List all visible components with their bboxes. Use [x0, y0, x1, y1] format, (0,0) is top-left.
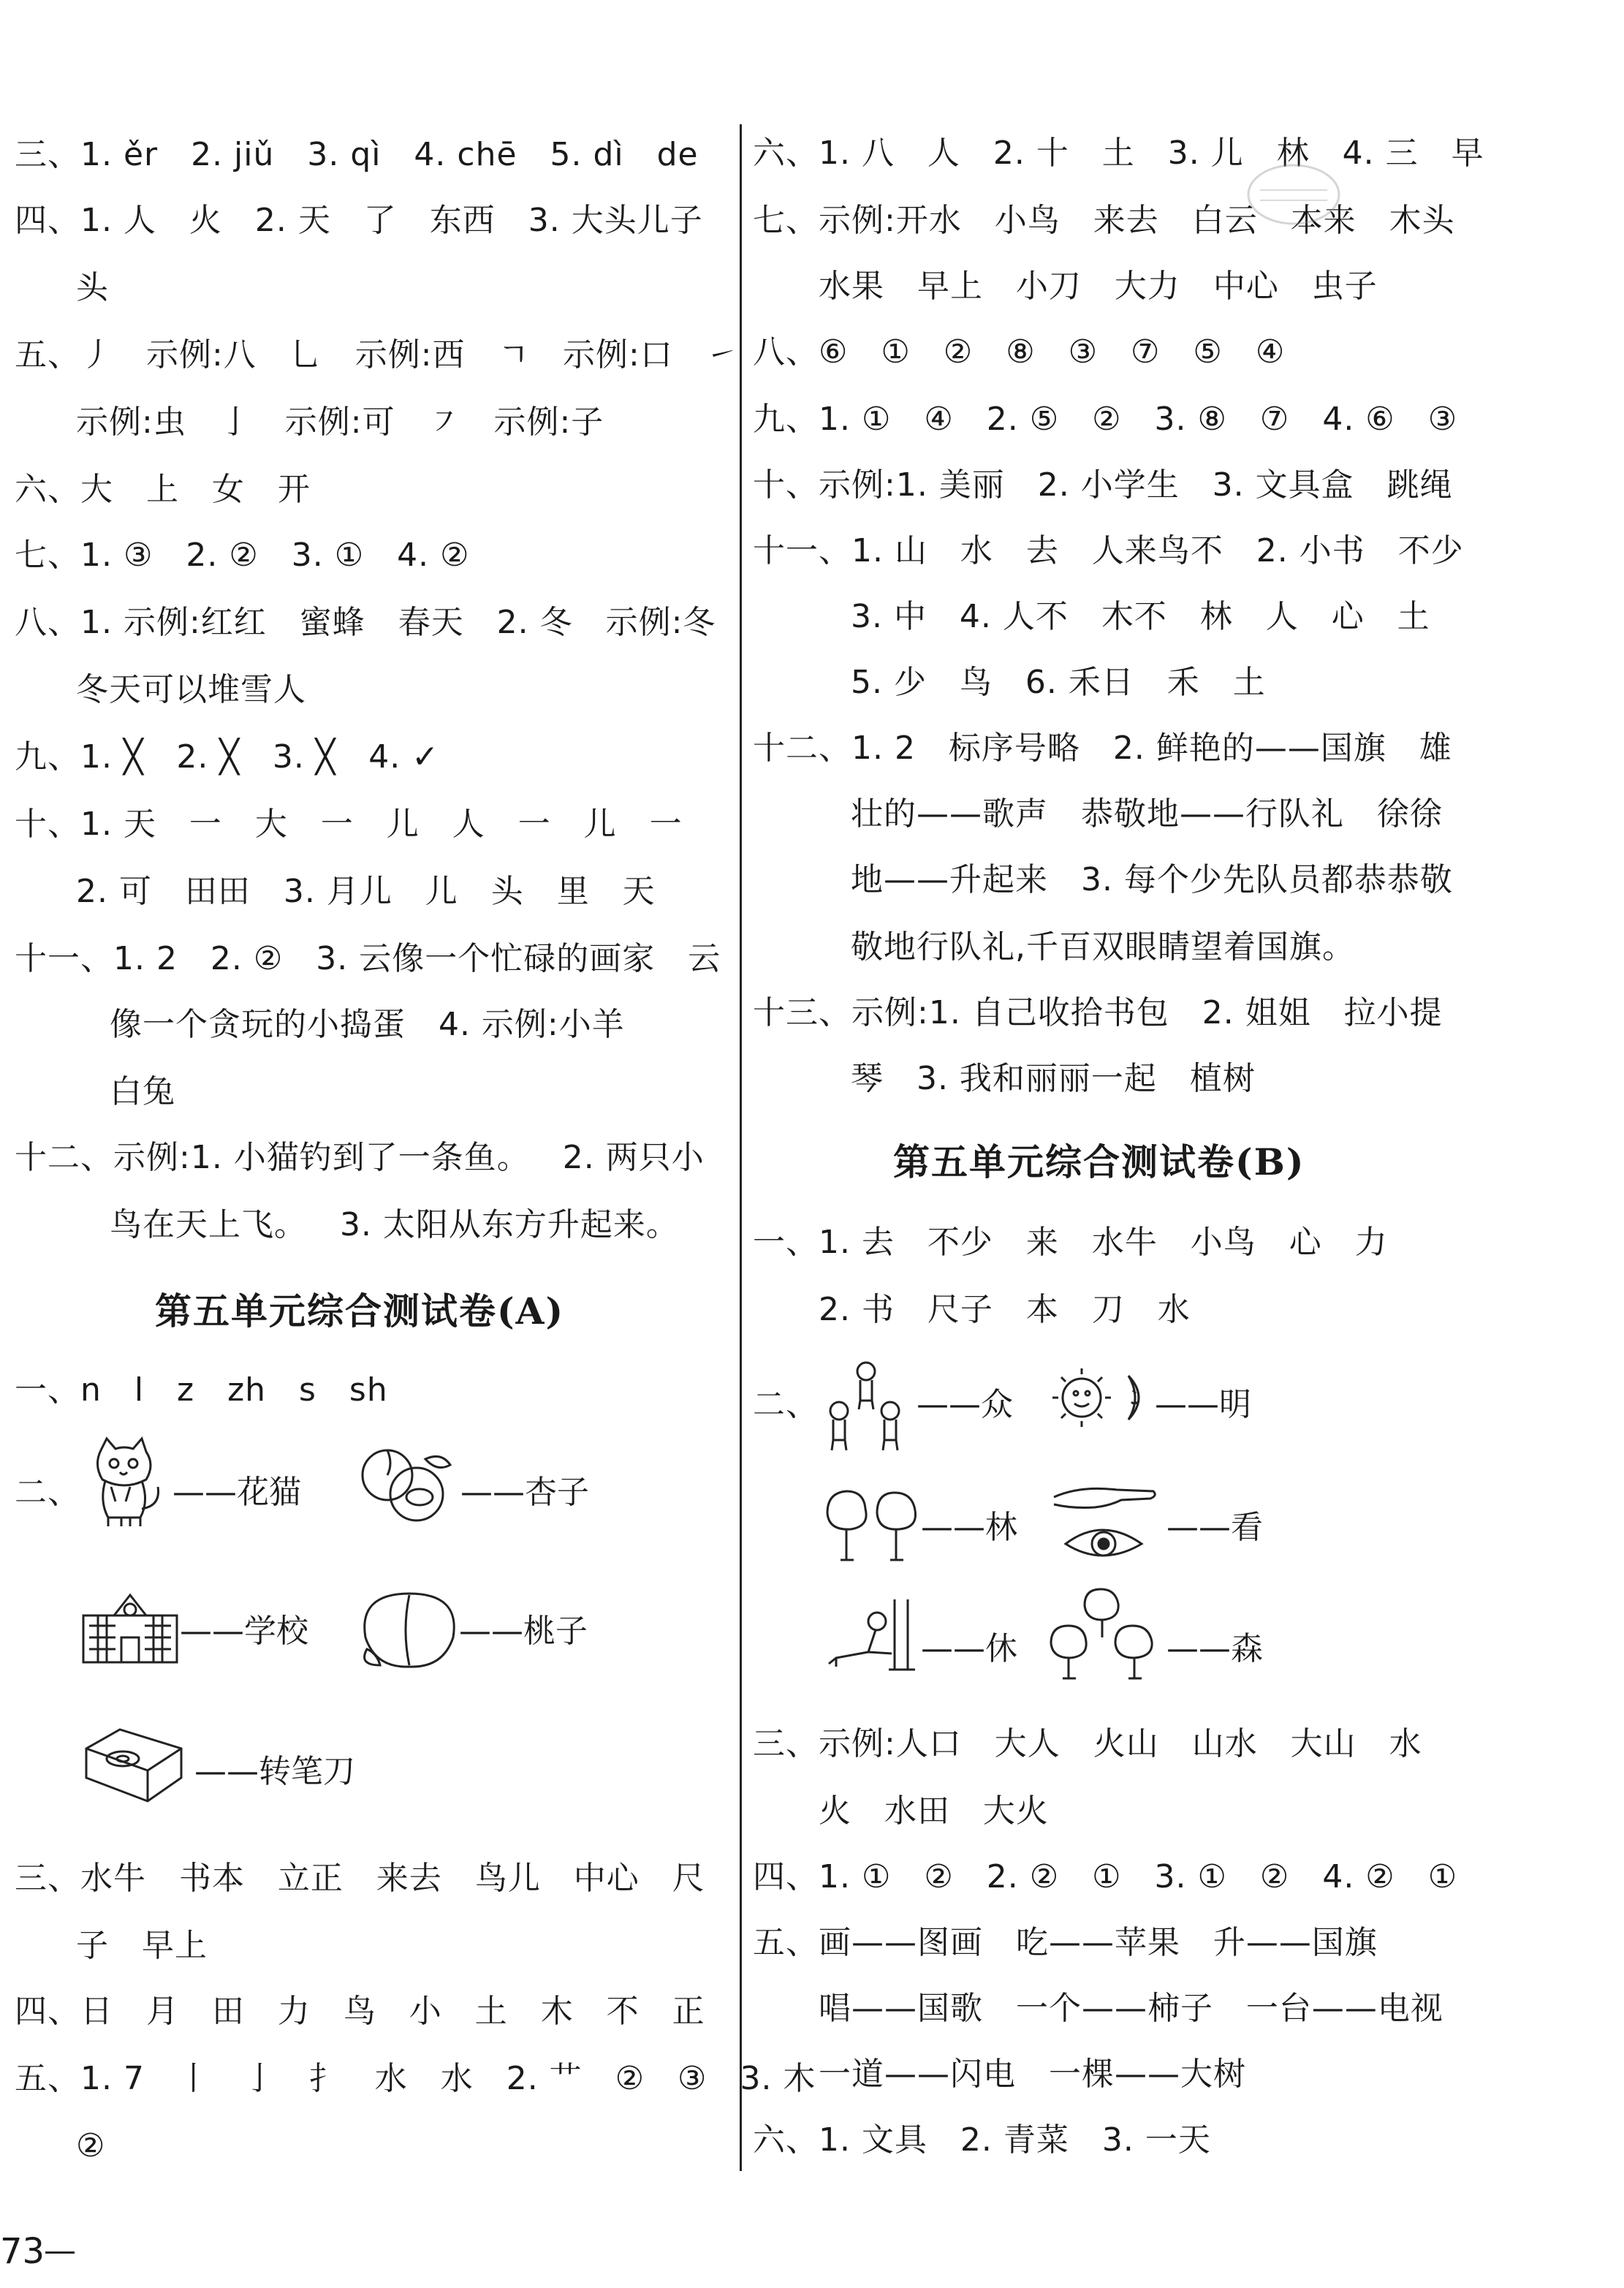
cat-answer: ——花猫 — [172, 1474, 301, 1511]
hand-eye-answer: ——看 — [1166, 1509, 1263, 1546]
apricot-picture — [349, 1439, 459, 1526]
peach-answer: ——桃子 — [459, 1613, 588, 1650]
answer-line: 一、n l z zh s sh — [15, 1371, 388, 1409]
answer-line: 十二、1. 2 标序号略 2. 鲜艳的——国旗 雄 — [753, 730, 1452, 767]
answer-line: 唱——国歌 一个——柿子 一台——电视 — [819, 1990, 1443, 2027]
answer-line: 五、1. 7 丨 亅 扌 水 水 2. 艹 ② ③ 3. 木 — [15, 2060, 816, 2097]
cat-picture — [79, 1436, 167, 1531]
answer-line: 3. 中 4. 人不 木不 林 人 心 土 — [851, 598, 1430, 635]
three-trees-answer: ——森 — [1166, 1630, 1263, 1667]
answer-line-prefix: 二、 — [15, 1474, 80, 1511]
answer-line: 一道——闪电 一棵——大树 — [819, 2056, 1246, 2093]
answer-line: 十、1. 天 一 大 一 儿 人 一 儿 一 — [15, 806, 683, 843]
answer-line: 十一、1. 2 2. ② 3. 云像一个忙碌的画家 云 — [15, 940, 721, 977]
answer-line-prefix: 二、 — [753, 1386, 819, 1423]
answer-line: 白兔 — [110, 1073, 175, 1110]
column-divider — [740, 124, 742, 2171]
answer-line: 六、大 上 女 开 — [15, 471, 311, 508]
answer-line: 十、示例:1. 美丽 2. 小学生 3. 文具盒 跳绳 — [753, 466, 1453, 504]
answer-line: 三、示例:人口 大人 火山 山水 大山 水 — [753, 1725, 1422, 1762]
sun-moon-answer: ——明 — [1155, 1386, 1251, 1423]
answer-line: 琴 3. 我和丽丽一起 植树 — [851, 1060, 1256, 1097]
page-number: 73 — [0, 2231, 45, 2272]
answer-line: 五、画——图画 吃——苹果 升——国旗 — [753, 1924, 1378, 1961]
answer-line: 十三、示例:1. 自己收拾书包 2. 姐姐 拉小提 — [753, 994, 1443, 1031]
answer-line: 九、1. ╳ 2. ╳ 3. ╳ 4. ✓ — [15, 738, 440, 776]
answer-line: 2. 书 尺子 本 刀 水 — [819, 1291, 1191, 1328]
answer-line: 八、⑥ ① ② ⑧ ③ ⑦ ⑤ ④ — [753, 333, 1286, 371]
answer-line: 十一、1. 山 水 去 人来鸟不 2. 小书 不少 — [753, 532, 1464, 569]
answer-line: 头 — [76, 269, 109, 306]
answer-line: 壮的——歌声 恭敬地——行队礼 徐徐 — [851, 795, 1443, 833]
section-heading-a: 第五单元综合测试卷(A) — [155, 1289, 565, 1333]
crowd-picture — [826, 1358, 906, 1453]
answer-line: 子 早上 — [76, 1927, 208, 1964]
answer-line: 5. 少 鸟 6. 禾日 禾 土 — [851, 664, 1266, 701]
answer-line: 九、1. ① ④ 2. ⑤ ② 3. ⑧ ⑦ 4. ⑥ ③ — [753, 401, 1458, 438]
answer-line: 三、1. ěr 2. jiǔ 3. qì 4. chē 5. dì de — [15, 136, 699, 173]
answer-line: 三、水牛 书本 立正 来去 鸟儿 中心 尺 — [15, 1860, 705, 1897]
answer-line: 七、示例:开水 小鸟 来去 白云 本来 木头 — [753, 202, 1455, 239]
answer-line: 冬天可以堆雪人 — [76, 671, 306, 708]
sun-moon-picture — [1047, 1361, 1156, 1434]
answer-line: 2. 可 田田 3. 月儿 儿 头 里 天 — [76, 873, 656, 910]
answer-line: 十二、示例:1. 小猫钓到了一条鱼。 2. 两只小 — [15, 1139, 705, 1176]
answer-line: 像一个贪玩的小捣蛋 4. 示例:小羊 — [110, 1006, 625, 1043]
answer-line: 四、1. ① ② 2. ② ① 3. ① ② 4. ② ① — [753, 1858, 1458, 1895]
answer-line: 示例:虫 亅 示例:可 ㇇ 示例:子 — [76, 404, 604, 441]
answer-line: 鸟在天上飞。 3. 太阳从东方升起来。 — [110, 1206, 679, 1243]
school-answer: ——学校 — [180, 1613, 308, 1650]
hand-eye-picture — [1051, 1475, 1161, 1570]
resting-person-picture — [822, 1596, 924, 1677]
answer-line: 四、日 月 田 力 鸟 小 土 木 不 正 — [15, 1993, 705, 2030]
resting-person-answer: ——休 — [921, 1630, 1017, 1667]
two-trees-picture — [822, 1484, 924, 1564]
answer-line: 六、1. 八 人 2. 十 土 3. 儿 林 4. 三 早 — [753, 135, 1484, 172]
two-trees-answer: ——林 — [921, 1509, 1017, 1546]
sharpener-picture — [79, 1719, 189, 1807]
school-picture — [79, 1586, 181, 1667]
section-heading-b: 第五单元综合测试卷(B) — [893, 1140, 1305, 1183]
sharpener-answer: ——转笔刀 — [194, 1753, 355, 1790]
answer-line: 四、1. 人 火 2. 天 了 东西 3. 大头儿子 — [15, 202, 703, 239]
three-trees-picture — [1045, 1586, 1162, 1681]
apricot-answer: ——杏子 — [460, 1474, 589, 1511]
peach-picture — [351, 1579, 468, 1674]
answer-line: ② — [76, 2127, 106, 2164]
stamp-mark — [1242, 158, 1345, 231]
answer-line: 火 水田 大火 — [819, 1792, 1049, 1830]
answer-line: 八、1. 示例:红红 蜜蜂 春天 2. 冬 示例:冬 — [15, 604, 716, 641]
answer-line: 一、1. 去 不少 来 水牛 小鸟 心 力 — [753, 1224, 1388, 1261]
crowd-answer: ——众 — [917, 1386, 1013, 1423]
answer-line: 六、1. 文具 2. 青菜 3. 一天 — [753, 2121, 1211, 2159]
page-number-dash — [45, 2251, 75, 2254]
answer-line: 七、1. ③ 2. ② 3. ① 4. ② — [15, 537, 470, 574]
answer-line: 地——升起来 3. 每个少先队员都恭恭敬 — [851, 861, 1453, 898]
answer-line: 五、丿 示例:八 乚 示例:西 ㄱ 示例:口 ㇀ — [15, 336, 739, 374]
answer-line: 敬地行队礼,千百双眼睛望着国旗。 — [851, 928, 1355, 966]
answer-line: 水果 早上 小刀 大力 中心 虫子 — [819, 268, 1378, 305]
